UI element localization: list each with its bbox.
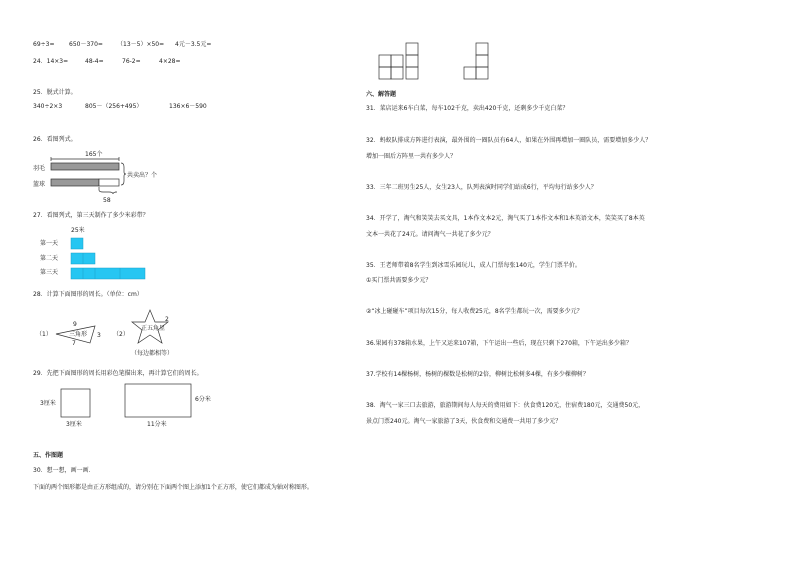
q26-label-a: 羽毛 — [33, 165, 46, 172]
calc-item: 76-2= — [122, 58, 141, 65]
q38-text-b: 景点门票240元。淘气一家旅游了3天，伙食费和交通费一共用了多少元？ — [366, 418, 562, 425]
q34-text-a: 34．开学了，淘气和笑笑去买文具，1本作文本2元，淘气买了1本作文本和1本英语文本，笑笑买了8本英 — [366, 215, 645, 222]
section5-heading: 五、作图题 — [33, 452, 64, 459]
tri-name: 三角形 — [69, 331, 88, 338]
calc-item: 650－370= — [69, 41, 103, 48]
rect-right-label: 6分米 — [195, 396, 211, 403]
q33-text: 33．三年二班男生25人，女生23人，队列表演时同学们站成6行，平均每行站多少人？ — [366, 184, 597, 191]
calc-item: （13－5）×50= — [117, 41, 165, 48]
tri-side-top: 9 — [73, 321, 77, 328]
q27-title: 27．看图列式，第三天制作了多少米彩带？ — [33, 212, 149, 219]
q25-item: 805－（256+495） — [85, 103, 143, 110]
star-note: （每边都相等） — [131, 350, 174, 357]
q37-text: 37.学校有14棵杨树，杨树的棵数是松树的2倍，柳树比松树多4棵，有多少棵柳树？ — [366, 371, 589, 378]
q35-text-c: ②“冰上碰碰车”项目每次15分，每人收费25元，8名学生都玩一次，需要多少元？ — [366, 308, 583, 315]
q31-text: 31．菜店运来6车白菜，每车102千克，卖出420千克，还剩多少千克白菜？ — [366, 105, 569, 112]
section6-heading: 六、解答题 — [366, 91, 397, 98]
q27-unit-label: 25米 — [71, 227, 85, 234]
q28-fig2-label: （2） — [113, 331, 129, 338]
q26-side-text: 共卖出？个 — [127, 172, 158, 179]
q36-text: 36.果园有378箱水果，上午又运来107箱，下午运出一些后，现在只剩下270箱，下午运出多少箱？ — [366, 340, 632, 347]
q26-top-value: 165个 — [85, 151, 103, 158]
q38-text-a: 38．淘气一家三口去旅游，旅游期间每人每天的费用如下：伙食费120元，住宿费180元，交通费50元， — [366, 402, 645, 409]
q27-day-2: 第二天 — [40, 255, 59, 262]
calc-item: 4元－3.5元= — [175, 41, 212, 48]
q35-text-b: ①买门票共需要多少元？ — [366, 277, 432, 284]
rect-bottom-label: 11分米 — [147, 421, 167, 428]
q27-day-3: 第三天 — [40, 269, 59, 276]
q28-close: ） — [136, 291, 143, 298]
star-name: 正五角星 — [141, 325, 166, 332]
square-bottom-label: 3厘米 — [66, 421, 82, 428]
q28-unit: cm — [127, 291, 137, 298]
calc-item: 69÷3= — [33, 41, 55, 48]
q29-title: 29．先把下面图形的周长用彩色笔描出来，再计算它们的周长。 — [33, 370, 203, 377]
q26-title: 26．看图列式。 — [33, 136, 77, 143]
q25-title: 25．脱式计算。 — [33, 89, 77, 96]
star-side: 2 — [165, 316, 169, 323]
q26-label-b: 篮球 — [33, 181, 46, 188]
q28-fig1-label: （1） — [36, 331, 52, 338]
tri-side-right: 3 — [97, 332, 101, 339]
q32-text-b: 增加一圈后方阵里一共有多少人？ — [366, 153, 457, 160]
calc-item: 4×28= — [159, 58, 181, 65]
q34-text-b: 文本一共花了24元。请问淘气一共花了多少元？ — [366, 231, 494, 238]
q35-text-a: 35．王老师带着8名学生到冰雪乐园玩儿，成人门票每张140元，学生门票半价。 — [366, 262, 581, 269]
q27-day-1: 第一天 — [40, 240, 59, 247]
calc-item: 48-4= — [85, 58, 104, 65]
q30-title: 30．想一想，画一画． — [33, 467, 95, 474]
square-left-label: 3厘米 — [40, 400, 56, 407]
tri-side-bottom: 7 — [72, 340, 76, 347]
q25-item: 136×6－590 — [169, 103, 207, 110]
q28-title-text: 28．计算下面图形的周长。（单位： — [33, 291, 128, 298]
q25-item: 340÷2×3 — [33, 103, 63, 110]
q30-text: 下面的两个图形都是由正方形组成的，请分别在下面两个图上添加1个正方形，使它们都成为轴对称图形。 — [33, 484, 313, 491]
calc-item: 24．14×3= — [33, 58, 69, 65]
q32-text-a: 32．蚂蚁队排成方阵进行表演，最外围的一圈队员有64人，如果在外围再增加一圈队员，需要增加多少人？ — [366, 137, 652, 144]
q26-bottom-value: 58 — [103, 197, 111, 204]
